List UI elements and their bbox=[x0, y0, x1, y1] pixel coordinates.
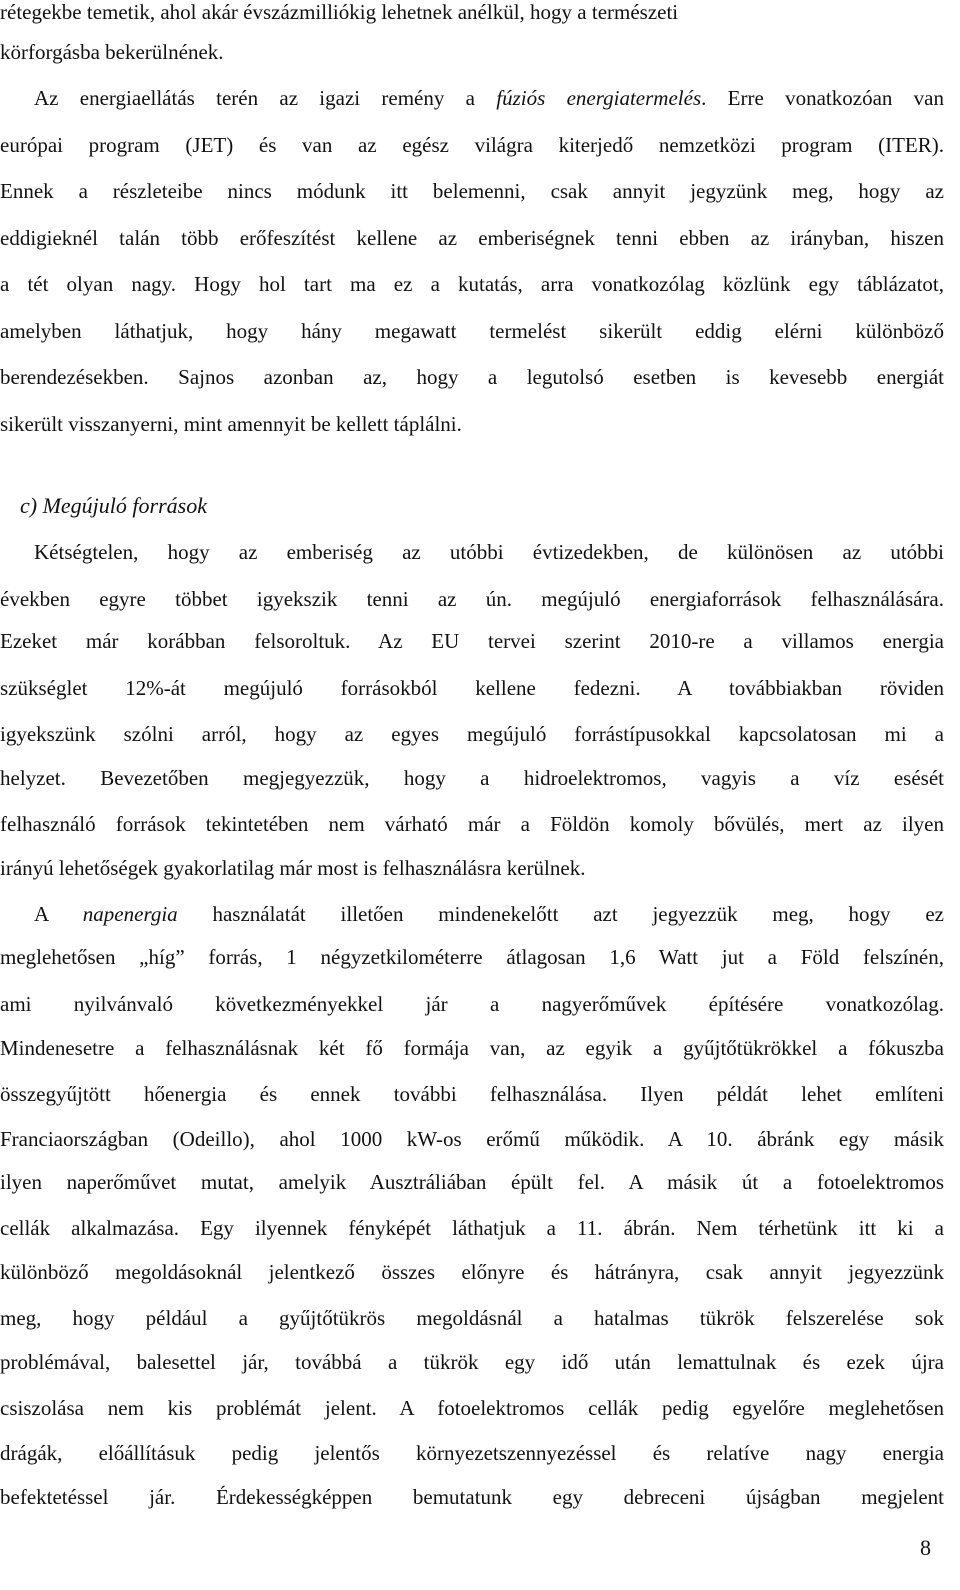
text-run: c) Megújuló források bbox=[20, 493, 207, 518]
text-run: Franciaországban (Odeillo), ahol 1000 kW-os erőmű működik. A 10. ábránk egy másik bbox=[0, 1127, 944, 1151]
text-run: eddigieknél talán több erőfeszítést kellene az emberiségnek tenni ebben az irányban, hiszen bbox=[0, 226, 944, 250]
text-run: felhasználó források tekintetében nem várható már a Földön komoly bővülés, mert az ilyen bbox=[0, 812, 944, 836]
text-line bbox=[0, 1080, 944, 1108]
text-run: körforgásba bekerülnének. bbox=[0, 40, 224, 64]
text-run: . Erre vonatkozóan van bbox=[701, 86, 945, 110]
text-run: különböző megoldásoknál jelentkező összes előnyre és hátrányra, csak annyit jegyezzünk bbox=[0, 1260, 944, 1284]
text-run: meglehetősen „híg” forrás, 1 négyzetkilométerre átlagosan 1,6 Watt jut a Föld felszínén, bbox=[0, 945, 944, 969]
text-run: használatát illetően mindenekelőtt azt jegyezzük meg, hogy ez bbox=[177, 902, 944, 926]
text-line bbox=[0, 131, 944, 159]
text-run: összegyűjtött hőenergia és ennek további felhasználása. Ilyen példát lehet említeni bbox=[0, 1082, 944, 1106]
text-line bbox=[0, 720, 944, 748]
text-run: Az energiaellátás terén az igazi remény a bbox=[34, 86, 497, 110]
text-line bbox=[0, 674, 944, 702]
text-run: berendezésekben. Sajnos azonban az, hogy a legutolsó esetben is kevesebb energiát bbox=[0, 365, 944, 389]
emphasis-text: fúziós energiatermelés bbox=[496, 86, 702, 110]
text-run: drágák, előállításuk pedig jelentős környezetszennyezéssel és relatíve nagy energia bbox=[0, 1441, 944, 1465]
emphasis-text: napenergia bbox=[82, 902, 178, 926]
text-run: években egyre többet igyekszik tenni az ún. megújuló energiaforrások felhasználására. bbox=[0, 587, 944, 611]
text-run: amelyben láthatjuk, hogy hány megawatt termelést sikerült eddig elérni különböző bbox=[0, 319, 944, 343]
text-run: meg, hogy például a gyűjtőtükrös megoldásnál a hatalmas tükrök felszerelése sok bbox=[0, 1306, 944, 1330]
text-line bbox=[0, 0, 944, 26]
text-line bbox=[0, 627, 944, 655]
text-line bbox=[0, 1214, 944, 1242]
text-run: helyzet. Bevezetőben megjegyezzük, hogy a hidroelektromos, vagyis a víz esését bbox=[0, 766, 944, 790]
text-run: szükséglet 12%-át megújuló forrásokból kellene fedezni. A továbbiakban röviden bbox=[0, 676, 944, 700]
text-run: a tét olyan nagy. Hogy hol tart ma ez a kutatás, arra vonatkozólag közlünk egy táblázatot, bbox=[0, 272, 944, 296]
text-line bbox=[0, 270, 944, 298]
text-run: európai program (JET) és van az egész világra kiterjedő nemzetközi program (ITER). bbox=[0, 133, 944, 157]
text-line bbox=[0, 1483, 944, 1511]
text-line bbox=[0, 1168, 944, 1196]
text-line bbox=[0, 1304, 944, 1332]
text-run: ilyen naperőművet mutat, amelyik Ausztráliában épült fel. A másik út a fotoelektromos bbox=[0, 1170, 944, 1194]
text-run: Ennek a részleteibe nincs módunk itt belemenni, csak annyit jegyzünk meg, hogy az bbox=[0, 179, 944, 203]
text-run: ami nyilvánvaló következményekkel jár a nagyerőművek építésére vonatkozólag. bbox=[0, 992, 944, 1016]
text-run: befektetéssel jár. Érdekességképpen bemutatunk egy debreceni újságban megjelent bbox=[0, 1485, 944, 1509]
text-run: Kétségtelen, hogy az emberiség az utóbbi évtizedekben, de különösen az utóbbi bbox=[34, 540, 944, 564]
text-line bbox=[34, 900, 944, 928]
text-line bbox=[0, 410, 944, 438]
text-line bbox=[0, 854, 944, 882]
text-line bbox=[34, 538, 944, 566]
text-run: problémával, balesettel jár, továbbá a tükrök egy idő után lemattulnak és ezek újra bbox=[0, 1350, 944, 1374]
text-line bbox=[0, 224, 944, 252]
text-line bbox=[0, 1439, 944, 1467]
text-line bbox=[0, 585, 944, 613]
page-number: 8 bbox=[920, 1535, 931, 1560]
text-run: sikerült visszanyerni, mint amennyit be kellett táplálni. bbox=[0, 412, 462, 436]
text-line bbox=[0, 317, 944, 345]
text-line bbox=[0, 943, 944, 971]
text-line bbox=[0, 764, 944, 792]
text-run: rétegekbe temetik, ahol akár évszázmilliókig lehetnek anélkül, hogy a természeti bbox=[0, 0, 679, 24]
section-heading bbox=[20, 492, 207, 520]
text-line bbox=[0, 1348, 944, 1376]
text-line bbox=[0, 177, 944, 205]
text-run: Mindenesetre a felhasználásnak két fő formája van, az egyik a gyűjtőtükrökkel a fókuszba bbox=[0, 1036, 944, 1060]
text-line bbox=[0, 363, 944, 391]
text-line bbox=[0, 1125, 944, 1153]
text-line bbox=[0, 38, 944, 66]
text-line bbox=[0, 1258, 944, 1286]
text-run: irányú lehetőségek gyakorlatilag már most is felhasználásra kerülnek. bbox=[0, 856, 586, 880]
text-run: igyekszünk szólni arról, hogy az egyes megújuló forrástípusokkal kapcsolatosan mi a bbox=[0, 722, 944, 746]
text-run: Ezeket már korábban felsoroltuk. Az EU tervei szerint 2010-re a villamos energia bbox=[0, 629, 944, 653]
text-run: A bbox=[34, 902, 83, 926]
text-run: csiszolása nem kis problémát jelent. A fotoelektromos cellák pedig egyelőre meglehetősen bbox=[0, 1396, 944, 1420]
text-line bbox=[0, 1394, 944, 1422]
text-line bbox=[0, 990, 944, 1018]
text-line bbox=[34, 84, 944, 112]
text-run: cellák alkalmazása. Egy ilyennek fényképét láthatjuk a 11. ábrán. Nem térhetünk itt ki a bbox=[0, 1216, 944, 1240]
text-line bbox=[0, 810, 944, 838]
text-line bbox=[0, 1034, 944, 1062]
